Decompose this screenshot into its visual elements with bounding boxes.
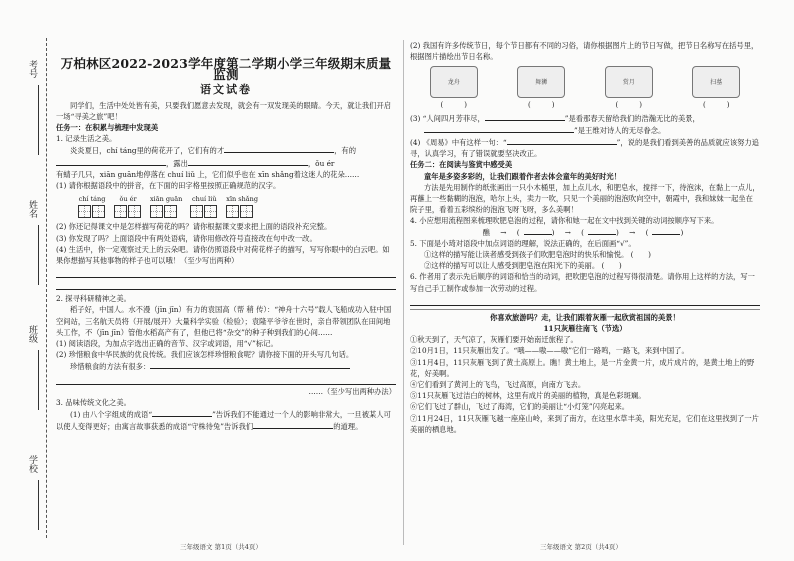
festival-picture: 赏月	[605, 66, 653, 98]
char-box[interactable]	[128, 205, 141, 218]
char-box[interactable]	[240, 205, 253, 218]
char-box[interactable]	[190, 205, 203, 218]
flow-blank[interactable]	[652, 234, 680, 235]
char-box[interactable]	[164, 205, 177, 218]
pinyin-label: chí táng	[78, 195, 106, 204]
q5: 5. 下面是小琦对语段中加点词语的理解，说法正确的，在后面画“√”。	[410, 238, 636, 248]
festival-picture: 舞狮	[517, 66, 565, 98]
festival-answer-row	[410, 100, 760, 111]
q1-line1-end: ，有的	[334, 146, 357, 156]
greeting: 同学们，生活中处处皆有美，只要我们愿意去发现，就会有一双发现美的眼睛。今天，就让我们开启一场“寻美之旅”吧！	[56, 100, 392, 121]
q5-option-b: ②这样的描写可以让人感受到肥皂泡在阳光下的美丽。	[424, 261, 600, 271]
story-paragraph: ⑥它们飞过了群山，飞过了海湾，它们的美丽让“小灯笼”闪亮起来。	[410, 402, 630, 412]
q3-heading: 3. 品味传统文化之美。	[56, 397, 131, 407]
pinyin-grid	[78, 194, 396, 218]
grid-group	[226, 194, 258, 218]
q1-blank1[interactable]	[224, 144, 334, 153]
festival-answer[interactable]: ( )	[440, 101, 467, 110]
pinyin-label: ǒu ér	[119, 195, 137, 204]
q3-blank2[interactable]	[253, 420, 333, 429]
q5-check-a[interactable]: ( )	[630, 250, 651, 260]
flowchart: 醮 → ( ) → ( ) → ( )	[482, 227, 688, 237]
q2-passage: 稻子好，中国人。水不漫（jīn jīn）有力的袁国高（帮 稍 传）：“神舟十六号”载人飞船成功入驻中国空间站，三名航天员将（开展/展开）大量科学实验（检验）；袁隆平爷爷在世时，亲自带领团队在田间地头工作，不（jīn jīn）管他水稻高产有了，但他已将“杂交”的种子种到我们的心间……	[56, 305, 392, 337]
q5-option-a: ①这样的描写能让读者感受到孩子们吹肥皂泡时的快乐和愉悦。	[424, 250, 629, 260]
task1-heading: 任务一：在积累与梳理中发现美	[56, 123, 159, 133]
char-box[interactable]	[92, 205, 105, 218]
exam-number-line	[38, 85, 39, 155]
story-paragraph: ④它们看到了黄河上的飞鸟，飞过高原，向南方飞去。	[410, 380, 586, 390]
festival-answer[interactable]: ( )	[703, 101, 730, 110]
q1-line2-end: ，露出	[166, 158, 188, 168]
festival-picture: 龙舟	[430, 66, 478, 98]
festival-picture: 扫墓	[692, 66, 740, 98]
q3-blank5[interactable]	[507, 136, 617, 145]
story-paragraph: ⑦11月24日，11只灰雁飞越一座座山岭，来到了南方，在这里水草丰美，阳光充足，它们在这里找到了一片美丽的栖息地。	[410, 413, 759, 434]
festival-answer[interactable]: ( )	[528, 101, 555, 110]
char-box[interactable]	[204, 205, 217, 218]
reading-passage: 方法是先用制作的纸张画出一只小木桶里，加上点儿水，和肥皂水，搅拌一下，待泡沫，在黏上一点儿，再蘸上一些黏糊的泡泡，哈尔上头，卖力一吹，只见一个美丽的泡泡吹向空中，朝霞中，我和妹妹一起坐在院子里，看着五彩缤纷的泡泡飞呀飞呀，多么美啊！	[410, 182, 760, 215]
q3-blank4[interactable]	[424, 124, 574, 133]
pinyin-label: xiān guān	[150, 195, 183, 204]
q3-sub3: (3) “人间四月芳菲尽，	[410, 113, 485, 123]
story-paragraph: ②10月1日，11只灰雁出发了。“哦——嗷——嗷”它们一路鸣，一路飞，来到中国了。	[410, 346, 689, 356]
q1-sub2: (2) 你还记得课文中是怎样描写荷花的吗？请你根据课文要求把上面的语段补充完整。	[56, 222, 332, 232]
q3-sub4: (4) 《周易》中有这样一句：“	[410, 138, 507, 148]
q3-sub2: (2) 我国有许多传统节日，每个节日都有不同的习俗，请你根据图片上的节日写做，把节日名称写在括号里，根据图片描绘出节日名称。	[410, 41, 759, 62]
left-footer: 三年级语文 第1页（共4页）	[180, 543, 262, 551]
school-line	[38, 480, 39, 530]
char-box[interactable]	[226, 205, 239, 218]
char-box[interactable]	[78, 205, 91, 218]
q2-sub2: (2) 珍惜粮食中华民族的优良传统。我们应该怎样珍惜粮食呢？请你接下面的开头写几句话。	[56, 350, 354, 360]
q3-sub4b: ”，说的是我们看到美善的品质就应该努力追寻，认真学习，有了错误就要坚决改正。	[410, 138, 760, 159]
festival-answer[interactable]: ( )	[615, 101, 642, 110]
pinyin-label: chuí liǔ	[192, 195, 217, 204]
page-divider	[403, 40, 404, 545]
label-exam-number: 考号	[27, 60, 37, 78]
q1-line1: 炎炎夏日，chí táng里的荷花开了，它们有的才	[70, 146, 225, 156]
q2-sub1: (1) 阅读语段，为加点字选出正确的音节、汉字或词语，用“√”标记。	[56, 339, 278, 349]
q1-line3: 有蜻子几只，xiān guān地停落在 chuí liǔ 上，它们似乎也在 xīn shǎng着这迷人的花朵……	[56, 169, 360, 179]
reading-intro: 童年是多姿多彩的，让我们跟着作者去体会童年的美好时光！	[424, 171, 622, 181]
binding-margin	[8, 0, 54, 561]
char-box[interactable]	[114, 205, 127, 218]
label-school: 学校	[27, 455, 37, 473]
flow-blank[interactable]	[588, 234, 616, 235]
grid-group	[190, 194, 218, 218]
q3-blank3[interactable]	[485, 112, 565, 121]
exam-subtitle: 语文试卷	[200, 83, 252, 97]
flow-step: 醮	[482, 227, 494, 237]
q3-sub1b: ”告诉我们不能通过一个人的影响非常大，一旦被某人可以使人变得更好；由寓言故事获悉的成语“守株待兔”告诉我们	[56, 410, 391, 432]
q5-check-b[interactable]: ( )	[601, 261, 622, 271]
answer-line[interactable]	[56, 267, 396, 278]
q6: 6. 作者用了表示先后顺序的词语和恰当的动词，把吹肥皂泡的过程写得很清楚。请你用上这样的方法，写一写自己手工制作或参加一次劳动的过程。	[410, 272, 755, 293]
q3-sub1c: 的道理。	[333, 422, 363, 432]
q2-lead: 珍惜粮食的方法有很多：	[70, 362, 151, 372]
q1-heading: 1. 记录生活之美。	[56, 134, 117, 144]
grid-group	[114, 194, 142, 218]
q1-sub4: (4) 生活中，你一定观察过天上的云朵吧。请你仿照语段中对荷花样子的描写，写写你眼中的白云吧。如果你想描写其他事物的样子也可以哦！（至少写出两种）	[56, 244, 390, 266]
grid-group	[150, 194, 182, 218]
story-paragraph: ⑤11只灰雁飞过洁白的树林，这里有成片的美丽的植物，真是色彩斑斓。	[410, 391, 646, 401]
q2-answer-blank[interactable]	[150, 360, 350, 369]
q1-sub1: (1) 请你根据语段中的拼音，在下面的田字格里按照正确规范的汉字。	[56, 181, 281, 191]
exam-title: 万柏林区2022-2023学年度第二学期小学三年级期末质量监测	[60, 56, 392, 83]
label-class: 班级	[27, 325, 37, 343]
class-line	[38, 350, 39, 410]
answer-line[interactable]	[410, 295, 760, 306]
cut-line	[46, 38, 47, 538]
answer-line[interactable]	[56, 279, 396, 290]
task2-heading: 任务二：在阅读与鉴赏中感受美	[410, 160, 513, 170]
q2-heading: 2. 探寻科研精神之美。	[56, 294, 131, 304]
pinyin-label: xīn shǎng	[226, 195, 259, 204]
q1-line2-tail: ，ǒu ér	[307, 158, 335, 168]
story-paragraph: ③11月4日，11只灰雁飞到了黄土高原上。瞧！黄土地上，是一片金黄一片，成片成片的，是黄土地上的野花，好美啊。	[410, 357, 755, 378]
q3-sub3c: ”是王维对诗人的无尽眷念。	[574, 125, 666, 135]
char-box[interactable]	[150, 205, 163, 218]
q4: 4. 小应想用流程图来梳理吹肥皂泡的过程，请你和她一起在文中找到关键的动词按顺序写下来。	[410, 216, 719, 226]
reading-section	[410, 309, 760, 435]
story-paragraph: ①秋天到了，天气凉了，灰雁们要开始南迁旅程了。	[410, 335, 578, 345]
section-heading: 你喜欢旅游吗？走，让我们跟着灰雁一起欣赏祖国的美景！	[490, 312, 680, 322]
name-line	[38, 225, 39, 285]
q1-sub3: (3) 你发现了吗？上面语段中有两处语病，请你用修改符号直接改在句中改一改。	[56, 233, 317, 243]
q1-blank2[interactable]	[56, 157, 166, 166]
right-footer: 三年级语文 第2页（共4页）	[540, 543, 622, 551]
story-title: 11只灰雁往南飞（节选）	[543, 324, 627, 334]
q2-end: ……（至少写出两种办法）	[308, 386, 396, 396]
label-name: 姓名	[27, 200, 37, 218]
q3-blank1[interactable]	[152, 408, 212, 417]
flow-blank[interactable]	[524, 234, 552, 235]
right-page	[410, 40, 760, 435]
festival-pictures	[410, 66, 760, 98]
left-page	[56, 40, 396, 432]
q1-blank3[interactable]	[188, 157, 308, 166]
q1-passage	[56, 144, 396, 180]
grid-group	[78, 194, 106, 218]
q3-sub3b: ”是看那春天留给我们的浩瀚无比的美景，	[564, 113, 700, 123]
answer-line[interactable]	[56, 374, 396, 385]
q3-sub1: (1) 由八个字组成的成语“	[70, 410, 153, 420]
